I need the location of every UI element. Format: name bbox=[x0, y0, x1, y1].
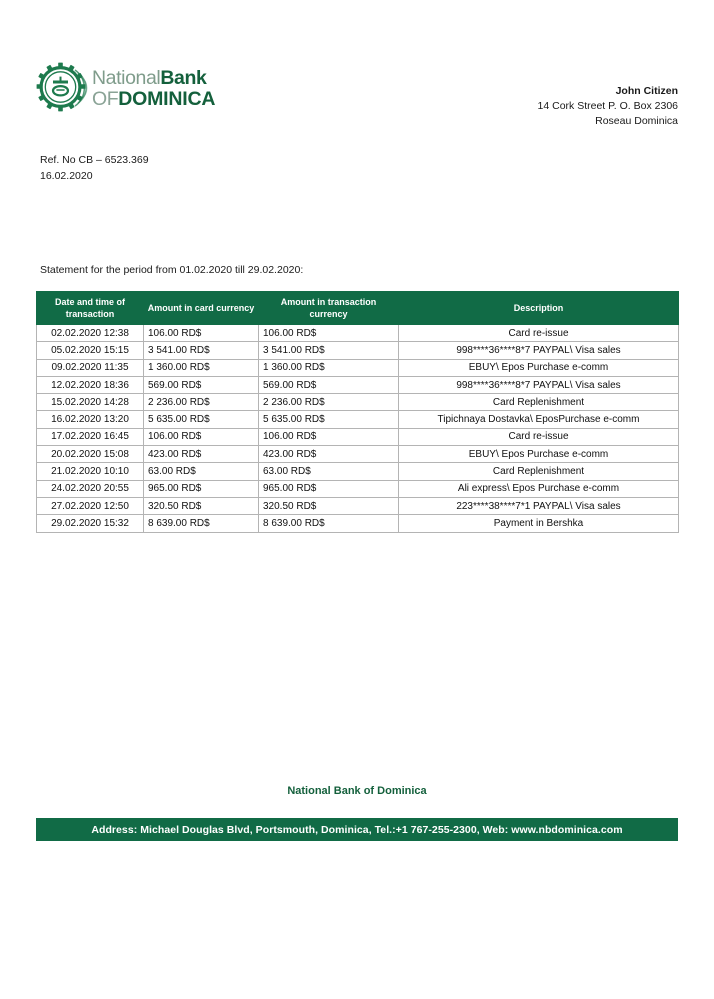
cell-transaction-amount: 569.00 RD$ bbox=[259, 376, 399, 393]
cell-description: Ali express\ Epos Purchase e-comm bbox=[399, 480, 679, 497]
cell-card-amount: 423.00 RD$ bbox=[144, 446, 259, 463]
transactions-table bbox=[36, 291, 679, 533]
cell-date: 05.02.2020 15:15 bbox=[37, 342, 144, 359]
addressee-block bbox=[538, 84, 678, 129]
cell-description: Card Replenishment bbox=[399, 394, 679, 411]
column-header-transaction-amount: Amount in transaction currency bbox=[259, 292, 399, 325]
reference-date: 16.02.2020 bbox=[40, 170, 93, 182]
footer-contact-bar: Address: Michael Douglas Blvd, Portsmouth, Dominica, Tel.:+1 767-255-2300, Web: www.nbdominica.com bbox=[36, 818, 678, 841]
reference-block bbox=[40, 152, 149, 184]
footer-bank-name: National Bank of Dominica bbox=[287, 785, 427, 797]
addressee-name: John Citizen bbox=[615, 85, 678, 97]
cell-card-amount: 965.00 RD$ bbox=[144, 480, 259, 497]
cell-card-amount: 106.00 RD$ bbox=[144, 325, 259, 342]
table-row bbox=[37, 342, 679, 359]
cell-card-amount: 5 635.00 RD$ bbox=[144, 411, 259, 428]
cell-transaction-amount: 2 236.00 RD$ bbox=[259, 394, 399, 411]
table-row bbox=[37, 446, 679, 463]
table-row bbox=[37, 411, 679, 428]
cell-date: 12.02.2020 18:36 bbox=[37, 376, 144, 393]
cell-date: 02.02.2020 12:38 bbox=[37, 325, 144, 342]
addressee-address-line-1: 14 Cork Street P. O. Box 2306 bbox=[537, 100, 678, 112]
document-header bbox=[36, 62, 678, 132]
transactions-table-header bbox=[37, 292, 679, 325]
table-row bbox=[37, 359, 679, 376]
table-row bbox=[37, 515, 679, 532]
cell-card-amount: 63.00 RD$ bbox=[144, 463, 259, 480]
cell-description: Card re-issue bbox=[399, 325, 679, 342]
cell-date: 17.02.2020 16:45 bbox=[37, 428, 144, 445]
cell-transaction-amount: 5 635.00 RD$ bbox=[259, 411, 399, 428]
table-row bbox=[37, 428, 679, 445]
cell-transaction-amount: 965.00 RD$ bbox=[259, 480, 399, 497]
cell-date: 20.02.2020 15:08 bbox=[37, 446, 144, 463]
cell-description: Card Replenishment bbox=[399, 463, 679, 480]
statement-period-line: Statement for the period from 01.02.2020 till 29.02.2020: bbox=[40, 264, 304, 276]
cell-transaction-amount: 106.00 RD$ bbox=[259, 325, 399, 342]
gear-emblem-icon bbox=[36, 62, 88, 114]
cell-transaction-amount: 3 541.00 RD$ bbox=[259, 342, 399, 359]
transactions-table-wrapper bbox=[36, 291, 678, 533]
transactions-table-body bbox=[37, 325, 679, 533]
column-header-card-amount: Amount in card currency bbox=[144, 292, 259, 325]
cell-description: 998****36****8*7 PAYPAL\ Visa sales bbox=[399, 342, 679, 359]
cell-card-amount: 2 236.00 RD$ bbox=[144, 394, 259, 411]
bank-logo bbox=[36, 62, 215, 114]
table-row bbox=[37, 480, 679, 497]
cell-transaction-amount: 1 360.00 RD$ bbox=[259, 359, 399, 376]
cell-description: EBUY\ Epos Purchase e-comm bbox=[399, 446, 679, 463]
table-row bbox=[37, 394, 679, 411]
table-row bbox=[37, 497, 679, 514]
column-header-description: Description bbox=[399, 292, 679, 325]
cell-date: 09.02.2020 11:35 bbox=[37, 359, 144, 376]
wordmark-bank: Bank bbox=[160, 67, 207, 89]
cell-description: Tipichnaya Dostavka\ EposPurchase e-comm bbox=[399, 411, 679, 428]
table-row bbox=[37, 376, 679, 393]
cell-transaction-amount: 423.00 RD$ bbox=[259, 446, 399, 463]
cell-card-amount: 3 541.00 RD$ bbox=[144, 342, 259, 359]
cell-transaction-amount: 320.50 RD$ bbox=[259, 497, 399, 514]
table-row bbox=[37, 325, 679, 342]
cell-description: EBUY\ Epos Purchase e-comm bbox=[399, 359, 679, 376]
addressee-address-line-2: Roseau Dominica bbox=[595, 115, 678, 127]
cell-transaction-amount: 8 639.00 RD$ bbox=[259, 515, 399, 532]
cell-card-amount: 569.00 RD$ bbox=[144, 376, 259, 393]
cell-card-amount: 320.50 RD$ bbox=[144, 497, 259, 514]
wordmark-national: National bbox=[92, 67, 161, 89]
cell-card-amount: 1 360.00 RD$ bbox=[144, 359, 259, 376]
column-header-date: Date and time of transaction bbox=[37, 292, 144, 325]
cell-description: Card re-issue bbox=[399, 428, 679, 445]
bank-wordmark bbox=[92, 67, 215, 109]
wordmark-dominica: DOMINICA bbox=[118, 87, 216, 110]
cell-card-amount: 106.00 RD$ bbox=[144, 428, 259, 445]
cell-date: 27.02.2020 12:50 bbox=[37, 497, 144, 514]
cell-card-amount: 8 639.00 RD$ bbox=[144, 515, 259, 532]
reference-number: Ref. No CB – 6523.369 bbox=[40, 154, 149, 166]
cell-description: 223****38****7*1 PAYPAL\ Visa sales bbox=[399, 497, 679, 514]
cell-date: 15.02.2020 14:28 bbox=[37, 394, 144, 411]
cell-date: 24.02.2020 20:55 bbox=[37, 480, 144, 497]
cell-date: 21.02.2020 10:10 bbox=[37, 463, 144, 480]
cell-date: 16.02.2020 13:20 bbox=[37, 411, 144, 428]
cell-description: Payment in Bershka bbox=[399, 515, 679, 532]
table-header-row bbox=[37, 292, 679, 325]
cell-transaction-amount: 106.00 RD$ bbox=[259, 428, 399, 445]
cell-transaction-amount: 63.00 RD$ bbox=[259, 463, 399, 480]
table-row bbox=[37, 463, 679, 480]
cell-date: 29.02.2020 15:32 bbox=[37, 515, 144, 532]
cell-description: 998****36****8*7 PAYPAL\ Visa sales bbox=[399, 376, 679, 393]
wordmark-of: OF bbox=[92, 87, 119, 110]
